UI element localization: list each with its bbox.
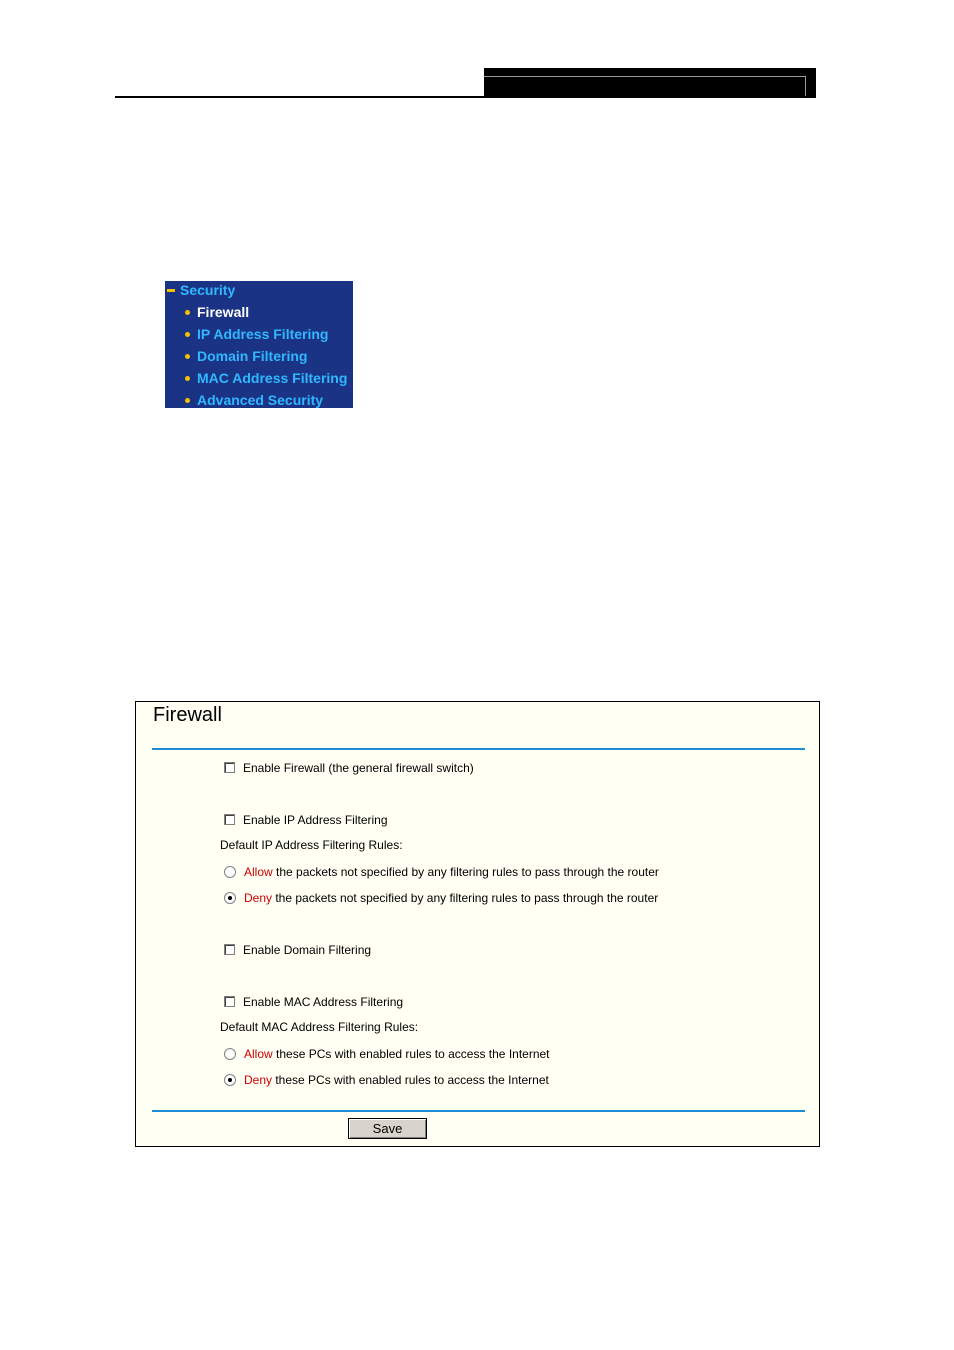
enable-firewall-label: Enable Firewall (the general firewall switch) xyxy=(243,761,474,775)
enable-mac-filtering-label: Enable MAC Address Filtering xyxy=(243,995,404,1009)
header-block-edge xyxy=(805,76,806,97)
mac-deny-row xyxy=(224,1073,549,1087)
mac-allow-keyword: Allow xyxy=(244,1047,273,1061)
menu-item-label: IP Address Filtering xyxy=(197,326,329,342)
menu-item-label: Domain Filtering xyxy=(197,348,308,364)
enable-firewall-row xyxy=(224,761,474,775)
bullet-icon xyxy=(185,398,190,403)
mac-rules-label: Default MAC Address Filtering Rules: xyxy=(220,1020,419,1034)
menu-item-label: MAC Address Filtering xyxy=(197,370,348,386)
header-rule xyxy=(115,96,816,98)
enable-ip-filtering-checkbox[interactable] xyxy=(224,814,235,825)
enable-ip-filtering-row xyxy=(224,813,388,827)
ip-deny-radio[interactable] xyxy=(224,892,236,904)
header-block-line xyxy=(484,76,806,77)
menu-item-mac-address-filtering[interactable] xyxy=(185,369,347,387)
enable-domain-filtering-row xyxy=(224,943,371,957)
enable-domain-filtering-label: Enable Domain Filtering xyxy=(243,943,372,957)
collapse-icon xyxy=(167,289,175,292)
enable-firewall-checkbox[interactable] xyxy=(224,762,235,773)
ip-allow-row xyxy=(224,865,659,879)
footer-divider xyxy=(152,1110,805,1112)
ip-deny-text: the packets not specified by any filtering rules to pass through the router xyxy=(272,891,659,905)
menu-section-security[interactable] xyxy=(167,281,235,299)
bullet-icon xyxy=(185,354,190,359)
menu-item-label: Advanced Security xyxy=(197,392,324,408)
menu-section-label: Security xyxy=(180,282,236,298)
header-block xyxy=(484,68,816,97)
ip-deny-keyword: Deny xyxy=(244,891,273,905)
menu-item-ip-address-filtering[interactable] xyxy=(185,325,328,343)
enable-mac-filtering-row xyxy=(224,995,403,1009)
menu-item-firewall[interactable] xyxy=(185,303,249,321)
mac-allow-row xyxy=(224,1047,550,1061)
ip-allow-keyword: Allow xyxy=(244,865,273,879)
enable-mac-filtering-checkbox[interactable] xyxy=(224,996,235,1007)
mac-deny-text: these PCs with enabled rules to access the Internet xyxy=(272,1073,549,1087)
ip-deny-row xyxy=(224,891,658,905)
page-title: Firewall xyxy=(153,704,222,726)
firewall-panel xyxy=(135,701,820,1147)
bullet-icon xyxy=(185,310,190,315)
mac-allow-text: these PCs with enabled rules to access the Internet xyxy=(272,1047,550,1061)
enable-domain-filtering-checkbox[interactable] xyxy=(224,944,235,955)
mac-allow-radio[interactable] xyxy=(224,1048,236,1060)
title-divider xyxy=(152,748,805,750)
mac-deny-keyword: Deny xyxy=(244,1073,273,1087)
menu-item-advanced-security[interactable] xyxy=(185,391,323,409)
ip-allow-radio[interactable] xyxy=(224,866,236,878)
save-button[interactable]: Save xyxy=(348,1118,427,1139)
menu-item-domain-filtering[interactable] xyxy=(185,347,307,365)
bullet-icon xyxy=(185,332,190,337)
ip-allow-text: the packets not specified by any filtering rules to pass through the router xyxy=(272,865,659,879)
mac-deny-radio[interactable] xyxy=(224,1074,236,1086)
menu-item-label: Firewall xyxy=(197,304,250,320)
security-menu xyxy=(165,281,353,408)
bullet-icon xyxy=(185,376,190,381)
ip-rules-label: Default IP Address Filtering Rules: xyxy=(220,838,403,852)
enable-ip-filtering-label: Enable IP Address Filtering xyxy=(243,813,388,827)
